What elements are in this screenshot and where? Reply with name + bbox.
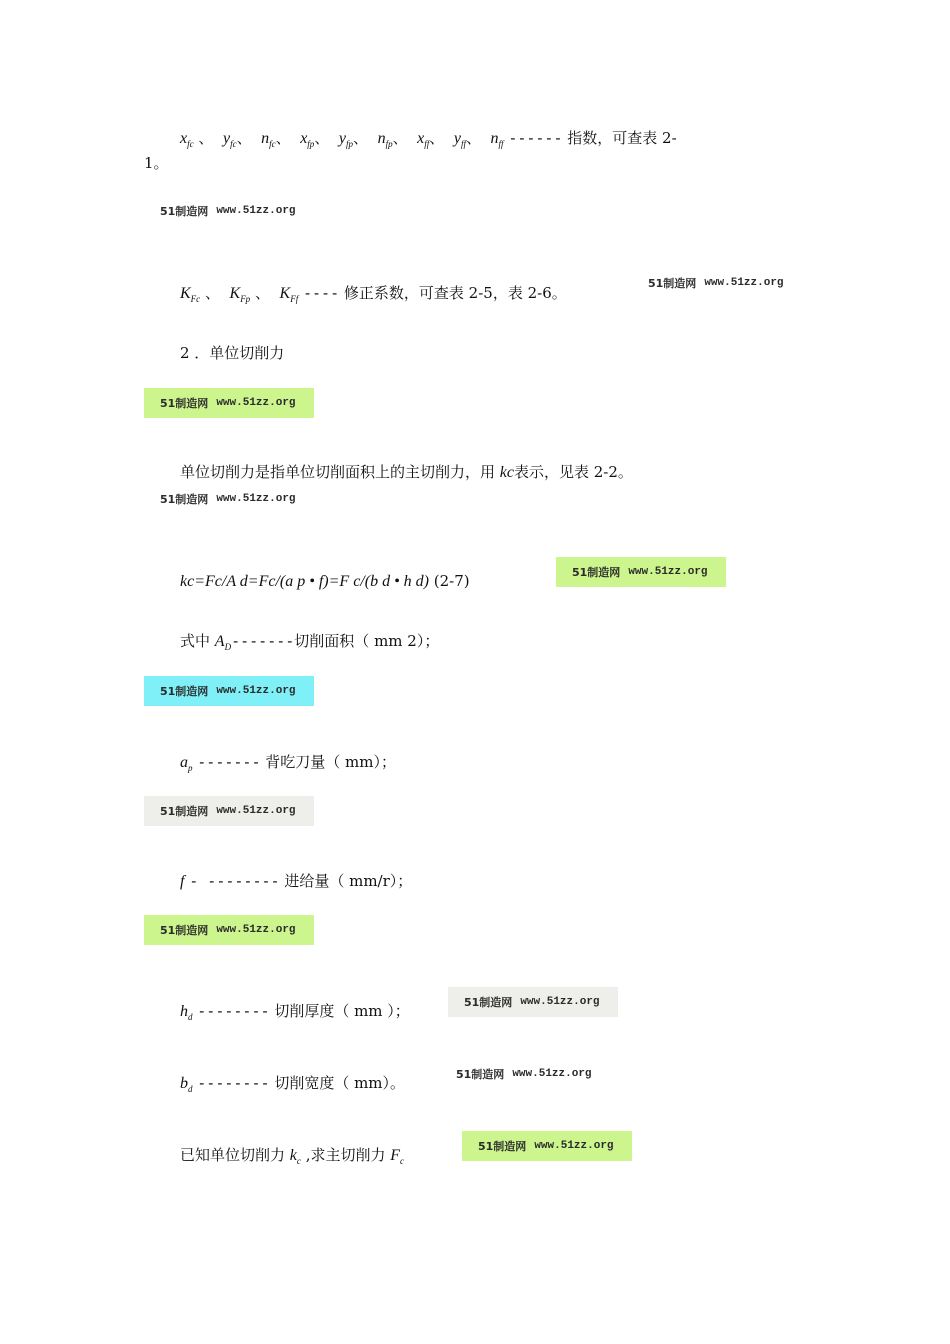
var-kfp: $K_{Fp}$ (229, 285, 251, 305)
final-question: 已知单位切削力 $k_c$ ,求主切削力 $F_c$ (180, 1146, 405, 1167)
def-ap: $a_p$ ------- 背吃刀量（ mm）； (180, 753, 396, 774)
watermark: 51制造网 www.51zz.org (144, 676, 314, 706)
def-ad: 式中 $A_D-------$切削面积（ mm 2）； (180, 632, 440, 653)
def-hd: $h_d$ -------- 切削厚度（ mm ）； (180, 1002, 410, 1023)
kc-definition: 单位切削力是指单位切削面积上的主切削力，用 kc表示，见表 2-2。 (180, 463, 633, 481)
correction-line: $K_{Fc}$ 、 $K_{Fp}$ 、 $K_{Ff}$ ---- 修正系数，可查表 2-5，表 2-6。 (180, 284, 567, 305)
var-yfc: $y_{fc}$ (222, 130, 237, 150)
var-xfc: $x_{fc}$ (180, 130, 194, 150)
watermark: 51制造网 www.51zz.org (556, 557, 726, 587)
section-heading: 2 ．单位切削力 (180, 344, 285, 362)
var-nff: $n_{ff}$ (490, 130, 504, 150)
formula-expr: kc=Fc/A d=Fc/(a p • f)=F c/(b d • h d) (180, 573, 429, 590)
var-xff: $x_{ff}$ (417, 130, 430, 150)
exponent-text-cont: 1。 (144, 154, 169, 172)
watermark: 51制造网 www.51zz.org (462, 1131, 632, 1161)
exponent-line: $x_{fc}$ 、 $y_{fc}$、 $n_{fc}$、 $x_{fp}$、 $y_{fp}$、 $n_{fp}$、 $x_{ff}$、 $y_{ff}$、 $n_{ff}$ ------ 指数，可查表 2- (180, 129, 677, 150)
watermark: 51制造网 www.51zz.org (144, 388, 314, 418)
watermark: 51制造网 www.51zz.org (648, 277, 784, 290)
exponent-text: 指数，可查表 2- (567, 129, 677, 147)
watermark: 51制造网 www.51zz.org (144, 915, 314, 945)
def-f: f - -------- 进给量（ mm/r）； (180, 872, 413, 890)
def-bd: $b_d$ -------- 切削宽度（ mm）。 (180, 1074, 406, 1095)
watermark: 51制造网 www.51zz.org (456, 1068, 592, 1081)
watermark: 51制造网 www.51zz.org (160, 205, 296, 218)
var-kfc: $K_{Fc}$ (180, 285, 201, 305)
formula-number: (2-7) (433, 572, 470, 590)
watermark: 51制造网 www.51zz.org (144, 796, 314, 826)
var-yff: $y_{ff}$ (453, 130, 466, 150)
formula (180, 571, 470, 592)
watermark: 51制造网 www.51zz.org (160, 493, 296, 506)
var-kff: $K_{Ff}$ (279, 285, 299, 305)
var-nfp: $n_{fp}$ (377, 130, 393, 150)
var-xfp: $x_{fp}$ (300, 130, 315, 150)
var-yfp: $y_{fp}$ (338, 130, 353, 150)
var-nfc: $n_{fc}$ (261, 130, 276, 150)
watermark: 51制造网 www.51zz.org (448, 987, 618, 1017)
